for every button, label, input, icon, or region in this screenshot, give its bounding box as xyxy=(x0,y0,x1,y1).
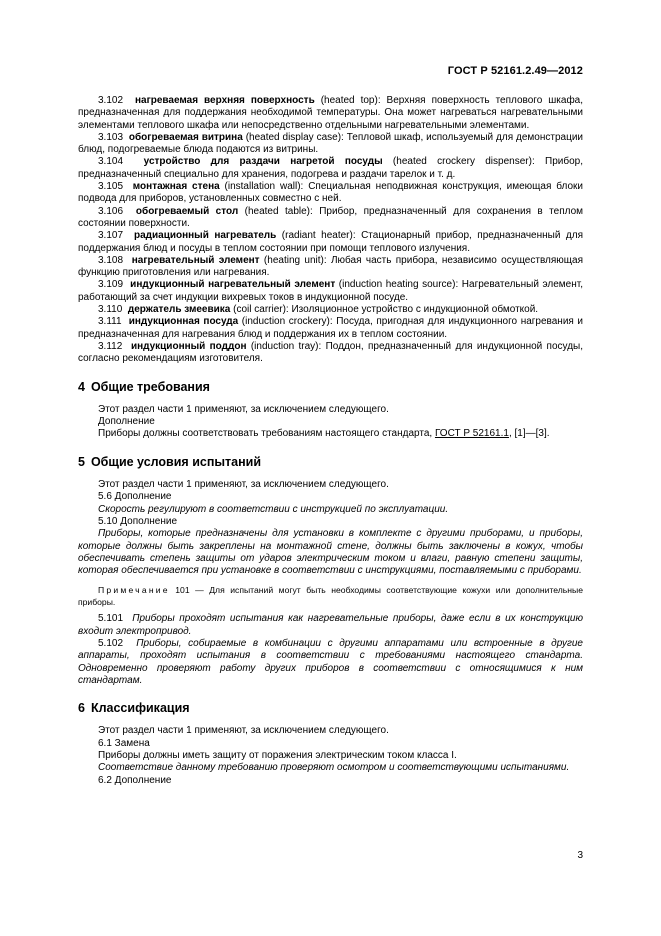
section-5-paragraph: Скорость регулируют в соответствии с инструкцией по эксплуатации. xyxy=(98,503,449,515)
definition-term: нагреваемая верхняя поверхность xyxy=(134,95,315,106)
definition-number: 3.106 xyxy=(98,205,124,217)
definition-term: монтажная стена xyxy=(132,181,220,193)
definition-text: (induction tray): Поддон, предназначенный для индукционной посуды, согласно рекомендациям изготовителя. xyxy=(78,340,583,365)
definition-3-109 xyxy=(78,279,583,304)
definition-text: (heated display case): Тепловой шкаф, используемый для демонстрации блюд, подогреваемые блюда подаются из витрины. xyxy=(78,131,583,156)
definition-3-108 xyxy=(78,255,583,280)
definition-term: индукционный нагревательный элемент xyxy=(130,279,336,291)
definition-number: 3.105 xyxy=(98,181,124,193)
definition-term: обогреваемый стол xyxy=(135,205,239,217)
section-5-paragraph xyxy=(78,613,583,638)
definition-term: держатель змеевика xyxy=(127,304,231,316)
definition-text: (heated top): Верхняя поверхность теплового шкафа, предназначенная для поддержания необходимой температуры. Она может нагреваться нагревательными элементами теплового шкафа или непосредственно отдельными нагревательными элементами. xyxy=(78,95,584,131)
definition-term: индукционный поддон xyxy=(130,340,247,352)
definition-number: 3.107 xyxy=(98,230,124,242)
section-title: Общие условия испытаний xyxy=(90,454,262,469)
definition-text: (induction heating source): Нагревательный элемент, работающий за счет индукции вихревых токов в индукционной посуде. xyxy=(78,279,583,303)
section-title: Классификация xyxy=(90,701,190,716)
definition-3-103 xyxy=(78,132,583,157)
paragraph-text: Приборы, собираемые в комбинации с другими аппаратами или встроенные в другие аппараты, проходят испытания в соответствии с требованиями настоящего стандарта. Одновременно проверяют работу других приборов в соответствии с относящимися к ним стандартам. xyxy=(78,637,583,686)
definition-term: нагревательный элемент xyxy=(131,254,260,266)
definition-number: 3.111 xyxy=(98,316,122,328)
clause-number: 5.101 xyxy=(98,613,124,625)
definition-number: 3.112 xyxy=(98,340,123,352)
definition-3-105 xyxy=(78,181,583,206)
paragraph-text: Приборы проходят испытания как нагревательные приборы, даже если в их конструкцию входит электропривод. xyxy=(78,613,583,637)
document-body xyxy=(78,95,583,787)
definition-number: 3.104 xyxy=(98,156,124,168)
section-5-paragraph: 5.6 Дополнение xyxy=(98,491,172,503)
definition-number: 3.109 xyxy=(98,279,124,291)
definition-text: (installation wall): Специальная неподвижная конструкция, имеющая блоки подвода для приборов, установленных совместно с ней. xyxy=(78,181,583,205)
section-5-paragraph: Приборы, которые предназначены для установки в комплекте с другими приборами, и приборы, которые должны быть закреплены на монтажной стене, должны быть заключены в кожух, чтобы обеспечивать степень защиты от ударов электрическим током и влаги, равную степени защиты, которая обеспечивается при установке в соответствии с инструкциями, поставляемыми с приборами. xyxy=(78,528,583,577)
definition-3-112 xyxy=(78,341,583,366)
paragraph-text: , [1]—[3]. xyxy=(508,428,550,440)
section-4-paragraph: Этот раздел части 1 применяют, за исключением следующего. xyxy=(98,403,389,415)
definition-3-102 xyxy=(78,95,583,132)
definition-3-104 xyxy=(78,156,583,181)
page-number: 3 xyxy=(577,850,583,861)
section-5-note xyxy=(78,585,583,608)
definition-text: (coil carrier): Изоляционное устройство с индукционной обмоткой. xyxy=(230,304,539,316)
section-6-paragraph: Соответствие данному требованию проверяют осмотром и соответствующими испытаниями. xyxy=(98,762,570,774)
definition-3-107 xyxy=(78,230,583,255)
definition-term: радиационный нагреватель xyxy=(133,230,277,242)
definition-text: (induction crockery): Посуда, пригодная для индукционного нагревания и предназначенная для нагревания блюд и поддержания их в теплом состоянии. xyxy=(78,316,583,340)
note-label: Примечание xyxy=(98,585,170,596)
definition-number: 3.110 xyxy=(98,304,123,316)
section-6-heading xyxy=(78,702,583,714)
note-text: 101 — Для испытаний могут быть необходимы соответствующие кожухи или дополнительные приборы. xyxy=(78,585,583,607)
paragraph-text: Приборы должны соответствовать требованиям настоящего стандарта, xyxy=(98,428,435,440)
section-number: 4 xyxy=(78,379,85,394)
section-5-paragraph xyxy=(78,638,583,687)
section-title: Общие требования xyxy=(90,379,210,394)
definition-term: индукционная посуда xyxy=(128,316,239,328)
section-6-paragraph: Приборы должны иметь защиту от поражения электрическим током класса I. xyxy=(98,750,457,762)
section-6-paragraph: Этот раздел части 1 применяют, за исключением следующего. xyxy=(98,725,389,737)
definition-text: (heating unit): Любая часть прибора, независимо осуществляющая функцию приготовления или нагревания. xyxy=(78,254,583,279)
standard-reference-link[interactable]: ГОСТ Р 52161.1 xyxy=(434,428,509,440)
definition-term: устройство для раздачи нагретой посуды xyxy=(143,156,383,168)
section-4-heading xyxy=(78,381,583,393)
section-6-paragraph: 6.1 Замена xyxy=(98,737,150,749)
section-6-paragraph: 6.2 Дополнение xyxy=(98,774,172,786)
section-4-paragraph: Дополнение xyxy=(98,416,155,428)
definition-3-106 xyxy=(78,206,583,231)
definition-number: 3.102 xyxy=(98,95,124,106)
definition-text: (radiant heater): Стационарный прибор, предназначенный для поддержания блюд и посуды в теплом состоянии при помощи теплового излучения. xyxy=(78,230,583,254)
definitions-list xyxy=(78,95,583,366)
document-code-header: ГОСТ Р 52161.2.49—2012 xyxy=(447,65,583,77)
section-number: 5 xyxy=(78,454,85,469)
definition-text: (heated table): Прибор, предназначенный для сохранения в теплом состоянии поверхности. xyxy=(78,205,584,229)
clause-number: 5.102 xyxy=(98,637,124,649)
section-5-heading xyxy=(78,456,583,468)
definition-number: 3.103 xyxy=(98,131,124,143)
section-4-paragraph xyxy=(78,428,583,440)
definition-3-110 xyxy=(78,304,583,316)
section-number: 6 xyxy=(78,701,85,716)
definition-text: (heated crockery dispenser): Прибор, предназначенный специально для хранения, подогрева и раздачи тарелок и т. д. xyxy=(78,156,583,180)
section-5-paragraph: Этот раздел части 1 применяют, за исключением следующего. xyxy=(98,479,389,491)
definition-number: 3.108 xyxy=(98,254,124,266)
section-5-paragraph: 5.10 Дополнение xyxy=(98,515,178,527)
definition-3-111 xyxy=(78,316,583,341)
definition-term: обогреваемая витрина xyxy=(128,131,243,143)
